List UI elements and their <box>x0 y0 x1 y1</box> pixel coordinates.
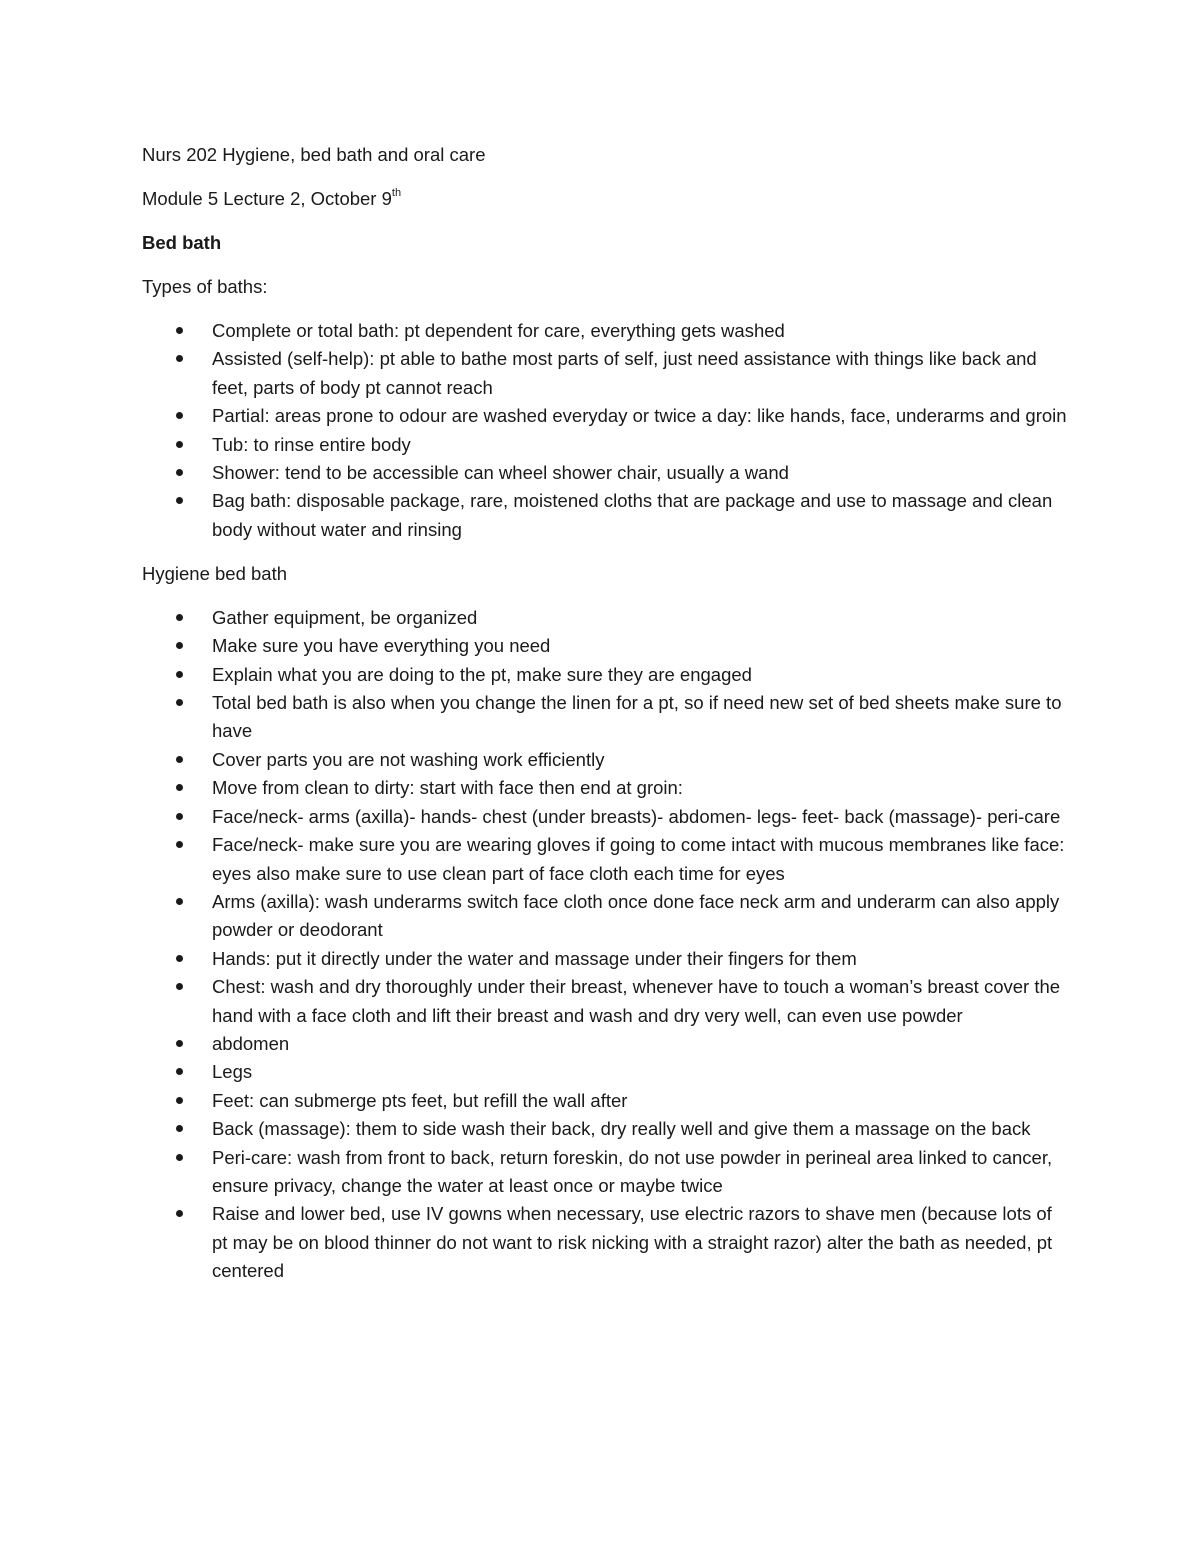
lecture-line <box>142 185 1072 213</box>
list-item: Legs <box>212 1058 1072 1086</box>
types-label: Types of baths: <box>142 276 268 297</box>
document-page <box>142 141 1072 1301</box>
hygiene-label: Hygiene bed bath <box>142 562 288 584</box>
list-item: Gather equipment, be organized <box>212 604 1072 632</box>
list-item: Total bed bath is also when you change the linen for a pt, so if need new set of bed sheets make sure to have <box>212 689 1072 746</box>
section-heading: Bed bath <box>142 232 222 253</box>
list-item: Complete or total bath: pt dependent for care, everything gets washed <box>212 317 1072 345</box>
list-item: Bag bath: disposable package, rare, moistened cloths that are package and use to massage and clean body without water and rinsing <box>212 487 1072 544</box>
list-item: Face/neck- make sure you are wearing gloves if going to come intact with mucous membranes like face: eyes also make sure to use clean part of face cloth each time for eyes <box>212 831 1072 888</box>
types-list <box>142 317 1072 544</box>
lecture-text: Module 5 Lecture 2, October 9 <box>142 188 392 209</box>
list-item: Feet: can submerge pts feet, but refill the wall after <box>212 1087 1072 1115</box>
lecture-superscript: th <box>391 186 402 199</box>
list-item: Raise and lower bed, use IV gowns when necessary, use electric razors to shave men (because lots of pt may be on blood thinner do not want to risk nicking with a straight razor) alter the bath as needed, pt centered <box>212 1200 1072 1285</box>
document-title: Nurs 202 Hygiene, bed bath and oral care <box>142 144 486 165</box>
list-item: Cover parts you are not washing work efficiently <box>212 746 1072 774</box>
hygiene-list <box>142 604 1072 1286</box>
list-item: Back (massage): them to side wash their back, dry really well and give them a massage on the back <box>212 1115 1072 1143</box>
list-item: Tub: to rinse entire body <box>212 431 1072 459</box>
list-item: Explain what you are doing to the pt, make sure they are engaged <box>212 661 1072 689</box>
list-item: Arms (axilla): wash underarms switch face cloth once done face neck arm and underarm can also apply powder or deodorant <box>212 888 1072 945</box>
list-item: Move from clean to dirty: start with face then end at groin: <box>212 774 1072 802</box>
list-item: Chest: wash and dry thoroughly under their breast, whenever have to touch a woman’s breast cover the hand with a face cloth and lift their breast and wash and dry very well, can even use powder <box>212 973 1072 1030</box>
list-item: Peri-care: wash from front to back, return foreskin, do not use powder in perineal area linked to cancer, ensure privacy, change the water at least once or maybe twice <box>212 1144 1072 1201</box>
list-item: Face/neck- arms (axilla)- hands- chest (under breasts)- abdomen- legs- feet- back (massage)- peri-care <box>212 803 1072 831</box>
list-item: Partial: areas prone to odour are washed everyday or twice a day: like hands, face, underarms and groin <box>212 402 1072 430</box>
list-item: Shower: tend to be accessible can wheel shower chair, usually a wand <box>212 459 1072 487</box>
list-item: Make sure you have everything you need <box>212 632 1072 660</box>
list-item: abdomen <box>212 1030 1072 1058</box>
list-item: Assisted (self-help): pt able to bathe most parts of self, just need assistance with things like back and feet, parts of body pt cannot reach <box>212 345 1072 402</box>
list-item: Hands: put it directly under the water and massage under their fingers for them <box>212 945 1072 973</box>
